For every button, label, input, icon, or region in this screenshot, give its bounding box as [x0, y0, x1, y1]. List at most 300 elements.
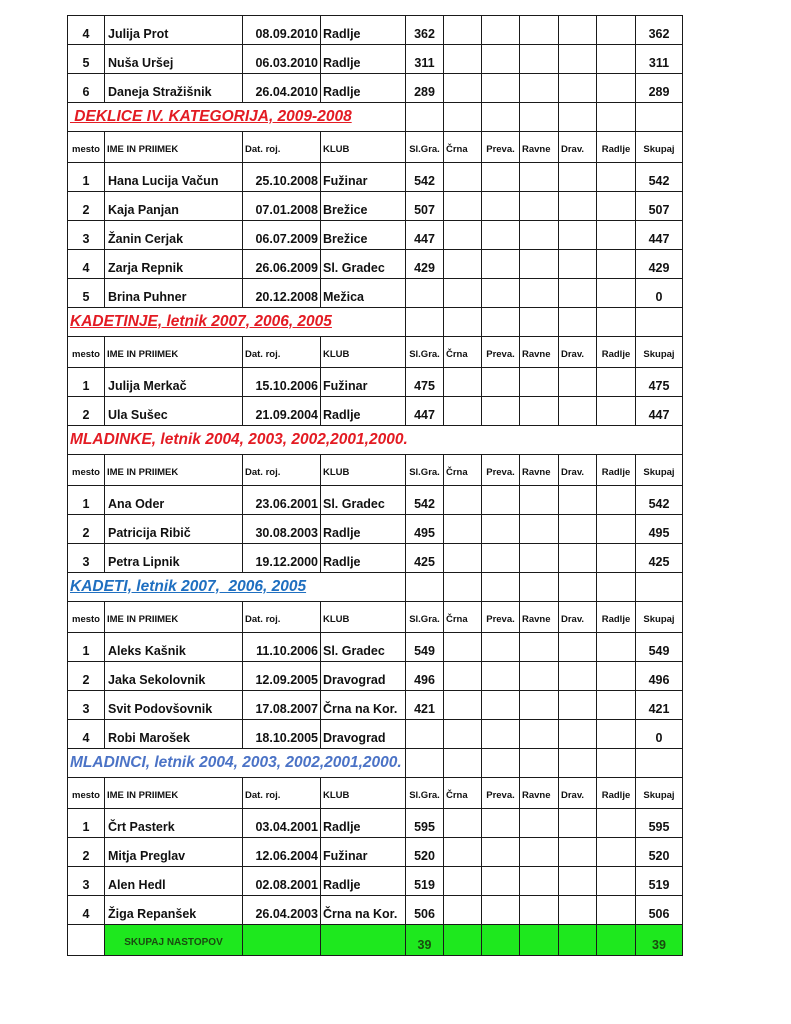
total-cell: 429 [636, 250, 683, 279]
table-row [68, 515, 683, 544]
crna-cell [444, 45, 482, 74]
header-name: IME IN PRIIMEK [105, 602, 243, 633]
header-mesto: mesto [68, 602, 105, 633]
rank-cell: 2 [68, 397, 105, 426]
total-cell: 362 [636, 16, 683, 45]
crna-cell [444, 838, 482, 867]
table-row [68, 838, 683, 867]
rank-cell: 3 [68, 221, 105, 250]
total-empty-cell [321, 925, 406, 956]
sl-gra-cell: 475 [406, 368, 444, 397]
rank-cell: 2 [68, 662, 105, 691]
header-sl-gra: Sl.Gra. [406, 602, 444, 633]
radlje-cell [597, 192, 636, 221]
name-cell: Petra Lipnik [105, 544, 243, 573]
club-cell: Radlje [321, 397, 406, 426]
rank-cell: 5 [68, 279, 105, 308]
empty-cell [559, 749, 597, 778]
total-label: SKUPAJ NASTOPOV [105, 925, 243, 956]
total-empty-cell [444, 925, 482, 956]
sl-gra-cell: 520 [406, 838, 444, 867]
header-drav: Drav. [559, 602, 597, 633]
column-header-row [68, 132, 683, 163]
total-empty-cell [559, 925, 597, 956]
empty-cell [559, 573, 597, 602]
empty-cell [482, 308, 520, 337]
empty-cell [482, 103, 520, 132]
sl-gra-cell: 519 [406, 867, 444, 896]
ravne-cell [520, 486, 559, 515]
section-title-row [68, 308, 683, 337]
total-cell: 475 [636, 368, 683, 397]
club-cell: Radlje [321, 544, 406, 573]
birthdate-cell: 12.09.2005 [243, 662, 321, 691]
header-date: Dat. roj. [243, 455, 321, 486]
radlje-cell [597, 662, 636, 691]
header-mesto: mesto [68, 132, 105, 163]
total-empty-cell [243, 925, 321, 956]
header-date: Dat. roj. [243, 602, 321, 633]
crna-cell [444, 486, 482, 515]
sl-gra-cell: 496 [406, 662, 444, 691]
rank-cell: 6 [68, 74, 105, 103]
name-cell: Nuša Uršej [105, 45, 243, 74]
drav-cell [559, 250, 597, 279]
ravne-cell [520, 838, 559, 867]
club-cell: Brežice [321, 192, 406, 221]
rank-cell: 4 [68, 720, 105, 749]
rank-cell: 1 [68, 633, 105, 662]
birthdate-cell: 26.04.2003 [243, 896, 321, 925]
table-row [68, 397, 683, 426]
section-title-text: MLADINCI, letnik 2004, 2003, 2002,2001,2000. [70, 753, 402, 771]
birthdate-cell: 15.10.2006 [243, 368, 321, 397]
table-row [68, 544, 683, 573]
total-row [68, 925, 683, 956]
header-mesto: mesto [68, 455, 105, 486]
radlje-cell [597, 720, 636, 749]
header-skupaj: Skupaj [636, 778, 683, 809]
total-cell: 495 [636, 515, 683, 544]
table-row [68, 192, 683, 221]
rank-cell: 1 [68, 809, 105, 838]
name-cell: Aleks Kašnik [105, 633, 243, 662]
total-cell: 311 [636, 45, 683, 74]
sl-gra-cell: 425 [406, 544, 444, 573]
radlje-cell [597, 896, 636, 925]
section-title [68, 573, 406, 602]
birthdate-cell: 21.09.2004 [243, 397, 321, 426]
total-cell: 425 [636, 544, 683, 573]
drav-cell [559, 544, 597, 573]
section-title [68, 308, 406, 337]
crna-cell [444, 867, 482, 896]
club-cell: Brežice [321, 221, 406, 250]
birthdate-cell: 26.04.2010 [243, 74, 321, 103]
empty-cell [520, 749, 559, 778]
header-radlje: Radlje [597, 337, 636, 368]
header-club: KLUB [321, 778, 406, 809]
radlje-cell [597, 279, 636, 308]
header-preva: Preva. [482, 602, 520, 633]
preva-cell [482, 486, 520, 515]
table-row [68, 45, 683, 74]
club-cell: Fužinar [321, 838, 406, 867]
radlje-cell [597, 633, 636, 662]
header-date: Dat. roj. [243, 132, 321, 163]
header-skupaj: Skupaj [636, 602, 683, 633]
drav-cell [559, 397, 597, 426]
header-crna: Črna [444, 602, 482, 633]
column-header-row [68, 602, 683, 633]
birthdate-cell: 20.12.2008 [243, 279, 321, 308]
total-cell: 507 [636, 192, 683, 221]
header-date: Dat. roj. [243, 778, 321, 809]
column-header-row [68, 455, 683, 486]
total-sl-gra: 39 [406, 925, 444, 956]
ravne-cell [520, 279, 559, 308]
total-cell: 506 [636, 896, 683, 925]
rank-cell: 4 [68, 250, 105, 279]
header-sl-gra: Sl.Gra. [406, 132, 444, 163]
club-cell: Radlje [321, 867, 406, 896]
header-preva: Preva. [482, 337, 520, 368]
empty-cell [444, 573, 482, 602]
header-club: KLUB [321, 602, 406, 633]
section-title-text: KADETI, letnik 2007, 2006, 2005 [70, 577, 307, 595]
preva-cell [482, 279, 520, 308]
birthdate-cell: 02.08.2001 [243, 867, 321, 896]
crna-cell [444, 163, 482, 192]
header-preva: Preva. [482, 132, 520, 163]
empty-cell [406, 308, 444, 337]
total-cell: 542 [636, 486, 683, 515]
radlje-cell [597, 486, 636, 515]
rank-cell: 2 [68, 192, 105, 221]
name-cell: Svit Podovšovnik [105, 691, 243, 720]
ravne-cell [520, 633, 559, 662]
drav-cell [559, 867, 597, 896]
radlje-cell [597, 515, 636, 544]
radlje-cell [597, 397, 636, 426]
rank-cell: 1 [68, 163, 105, 192]
table-row [68, 896, 683, 925]
preva-cell [482, 809, 520, 838]
club-cell: Mežica [321, 279, 406, 308]
crna-cell [444, 16, 482, 45]
header-radlje: Radlje [597, 455, 636, 486]
crna-cell [444, 633, 482, 662]
section-title-row [68, 749, 683, 778]
ravne-cell [520, 867, 559, 896]
drav-cell [559, 163, 597, 192]
table-row [68, 250, 683, 279]
preva-cell [482, 662, 520, 691]
rank-cell: 2 [68, 515, 105, 544]
drav-cell [559, 45, 597, 74]
crna-cell [444, 74, 482, 103]
radlje-cell [597, 45, 636, 74]
ravne-cell [520, 515, 559, 544]
rank-cell: 4 [68, 896, 105, 925]
birthdate-cell: 26.06.2009 [243, 250, 321, 279]
rank-cell: 3 [68, 867, 105, 896]
header-ravne: Ravne [520, 602, 559, 633]
preva-cell [482, 691, 520, 720]
club-cell: Radlje [321, 16, 406, 45]
preva-cell [482, 633, 520, 662]
ravne-cell [520, 192, 559, 221]
radlje-cell [597, 809, 636, 838]
name-cell: Žanin Cerjak [105, 221, 243, 250]
birthdate-cell: 30.08.2003 [243, 515, 321, 544]
total-empty-cell [482, 925, 520, 956]
table-row [68, 486, 683, 515]
birthdate-cell: 23.06.2001 [243, 486, 321, 515]
table-row [68, 368, 683, 397]
preva-cell [482, 720, 520, 749]
ravne-cell [520, 74, 559, 103]
birthdate-cell: 08.09.2010 [243, 16, 321, 45]
header-name: IME IN PRIIMEK [105, 455, 243, 486]
total-cell: 542 [636, 163, 683, 192]
total-cell: 0 [636, 720, 683, 749]
radlje-cell [597, 16, 636, 45]
section-title [68, 426, 683, 455]
sl-gra-cell: 421 [406, 691, 444, 720]
empty-cell [482, 573, 520, 602]
sl-gra-cell: 429 [406, 250, 444, 279]
header-ravne: Ravne [520, 778, 559, 809]
table-row [68, 867, 683, 896]
header-drav: Drav. [559, 455, 597, 486]
drav-cell [559, 720, 597, 749]
preva-cell [482, 74, 520, 103]
table-row [68, 691, 683, 720]
sl-gra-cell: 311 [406, 45, 444, 74]
birthdate-cell: 07.01.2008 [243, 192, 321, 221]
empty-cell [597, 308, 636, 337]
empty-cell [636, 103, 683, 132]
empty-cell [636, 308, 683, 337]
name-cell: Alen Hedl [105, 867, 243, 896]
club-cell: Radlje [321, 809, 406, 838]
name-cell: Patricija Ribič [105, 515, 243, 544]
birthdate-cell: 19.12.2000 [243, 544, 321, 573]
name-cell: Robi Marošek [105, 720, 243, 749]
ravne-cell [520, 250, 559, 279]
sl-gra-cell: 549 [406, 633, 444, 662]
header-date: Dat. roj. [243, 337, 321, 368]
name-cell: Hana Lucija Vačun [105, 163, 243, 192]
crna-cell [444, 279, 482, 308]
crna-cell [444, 662, 482, 691]
sl-gra-cell: 447 [406, 397, 444, 426]
header-sl-gra: Sl.Gra. [406, 337, 444, 368]
birthdate-cell: 18.10.2005 [243, 720, 321, 749]
sl-gra-cell [406, 720, 444, 749]
drav-cell [559, 16, 597, 45]
section-title-text: DEKLICE IV. KATEGORIJA, 2009-2008 [70, 107, 352, 125]
drav-cell [559, 896, 597, 925]
header-drav: Drav. [559, 132, 597, 163]
section-title [68, 749, 406, 778]
header-mesto: mesto [68, 778, 105, 809]
rank-cell: 1 [68, 486, 105, 515]
name-cell: Jaka Sekolovnik [105, 662, 243, 691]
club-cell: Radlje [321, 515, 406, 544]
crna-cell [444, 809, 482, 838]
total-cell: 496 [636, 662, 683, 691]
section-title [68, 103, 406, 132]
section-title-row [68, 426, 683, 455]
preva-cell [482, 45, 520, 74]
crna-cell [444, 691, 482, 720]
drav-cell [559, 486, 597, 515]
club-cell: Sl. Gradec [321, 486, 406, 515]
name-cell: Ula Sušec [105, 397, 243, 426]
ravne-cell [520, 16, 559, 45]
drav-cell [559, 515, 597, 544]
empty-cell [444, 308, 482, 337]
total-empty-cell [597, 925, 636, 956]
header-club: KLUB [321, 132, 406, 163]
header-name: IME IN PRIIMEK [105, 132, 243, 163]
radlje-cell [597, 163, 636, 192]
name-cell: Mitja Preglav [105, 838, 243, 867]
birthdate-cell: 06.03.2010 [243, 45, 321, 74]
header-preva: Preva. [482, 455, 520, 486]
header-radlje: Radlje [597, 132, 636, 163]
preva-cell [482, 397, 520, 426]
total-cell: 595 [636, 809, 683, 838]
empty-cell [406, 749, 444, 778]
section-title-row [68, 103, 683, 132]
preva-cell [482, 16, 520, 45]
club-cell: Sl. Gradec [321, 250, 406, 279]
club-cell: Fužinar [321, 163, 406, 192]
table-row [68, 163, 683, 192]
radlje-cell [597, 368, 636, 397]
empty-cell [444, 749, 482, 778]
preva-cell [482, 221, 520, 250]
total-cell: 549 [636, 633, 683, 662]
crna-cell [444, 368, 482, 397]
drav-cell [559, 279, 597, 308]
sl-gra-cell [406, 279, 444, 308]
header-club: KLUB [321, 337, 406, 368]
header-sl-gra: Sl.Gra. [406, 778, 444, 809]
sl-gra-cell: 447 [406, 221, 444, 250]
empty-cell [636, 749, 683, 778]
club-cell: Dravograd [321, 662, 406, 691]
preva-cell [482, 544, 520, 573]
name-cell: Kaja Panjan [105, 192, 243, 221]
empty-cell [597, 749, 636, 778]
sl-gra-cell: 507 [406, 192, 444, 221]
preva-cell [482, 896, 520, 925]
empty-cell [520, 573, 559, 602]
header-skupaj: Skupaj [636, 455, 683, 486]
section-title-text: MLADINKE, letnik 2004, 2003, 2002,2001,2000. [70, 430, 408, 448]
birthdate-cell: 12.06.2004 [243, 838, 321, 867]
name-cell: Žiga Repanšek [105, 896, 243, 925]
radlje-cell [597, 544, 636, 573]
rank-cell: 5 [68, 45, 105, 74]
radlje-cell [597, 867, 636, 896]
section-title-text: KADETINJE, letnik 2007, 2006, 2005 [70, 312, 332, 330]
total-cell: 289 [636, 74, 683, 103]
header-skupaj: Skupaj [636, 337, 683, 368]
birthdate-cell: 17.08.2007 [243, 691, 321, 720]
empty-cell [520, 103, 559, 132]
empty-cell [597, 103, 636, 132]
radlje-cell [597, 74, 636, 103]
crna-cell [444, 397, 482, 426]
preva-cell [482, 368, 520, 397]
sl-gra-cell: 595 [406, 809, 444, 838]
drav-cell [559, 662, 597, 691]
total-cell: 447 [636, 397, 683, 426]
sl-gra-cell: 362 [406, 16, 444, 45]
ravne-cell [520, 662, 559, 691]
sl-gra-cell: 289 [406, 74, 444, 103]
birthdate-cell: 11.10.2006 [243, 633, 321, 662]
header-crna: Črna [444, 778, 482, 809]
header-drav: Drav. [559, 778, 597, 809]
header-name: IME IN PRIIMEK [105, 778, 243, 809]
club-cell: Sl. Gradec [321, 633, 406, 662]
sl-gra-cell: 495 [406, 515, 444, 544]
crna-cell [444, 720, 482, 749]
total-cell: 421 [636, 691, 683, 720]
header-skupaj: Skupaj [636, 132, 683, 163]
header-radlje: Radlje [597, 778, 636, 809]
header-crna: Črna [444, 455, 482, 486]
ravne-cell [520, 397, 559, 426]
drav-cell [559, 192, 597, 221]
sl-gra-cell: 506 [406, 896, 444, 925]
total-empty-cell [520, 925, 559, 956]
ravne-cell [520, 544, 559, 573]
name-cell: Julija Prot [105, 16, 243, 45]
table-row [68, 720, 683, 749]
total-cell: 0 [636, 279, 683, 308]
empty-cell [68, 925, 105, 956]
total-cell: 447 [636, 221, 683, 250]
crna-cell [444, 192, 482, 221]
header-drav: Drav. [559, 337, 597, 368]
header-crna: Črna [444, 132, 482, 163]
club-cell: Fužinar [321, 368, 406, 397]
empty-cell [559, 308, 597, 337]
ravne-cell [520, 691, 559, 720]
table-row [68, 662, 683, 691]
sl-gra-cell: 542 [406, 486, 444, 515]
total-cell: 520 [636, 838, 683, 867]
radlje-cell [597, 221, 636, 250]
ravne-cell [520, 720, 559, 749]
club-cell: Črna na Kor. [321, 691, 406, 720]
empty-cell [636, 573, 683, 602]
crna-cell [444, 896, 482, 925]
table-row [68, 809, 683, 838]
header-radlje: Radlje [597, 602, 636, 633]
ravne-cell [520, 163, 559, 192]
empty-cell [559, 103, 597, 132]
ravne-cell [520, 896, 559, 925]
empty-cell [444, 103, 482, 132]
